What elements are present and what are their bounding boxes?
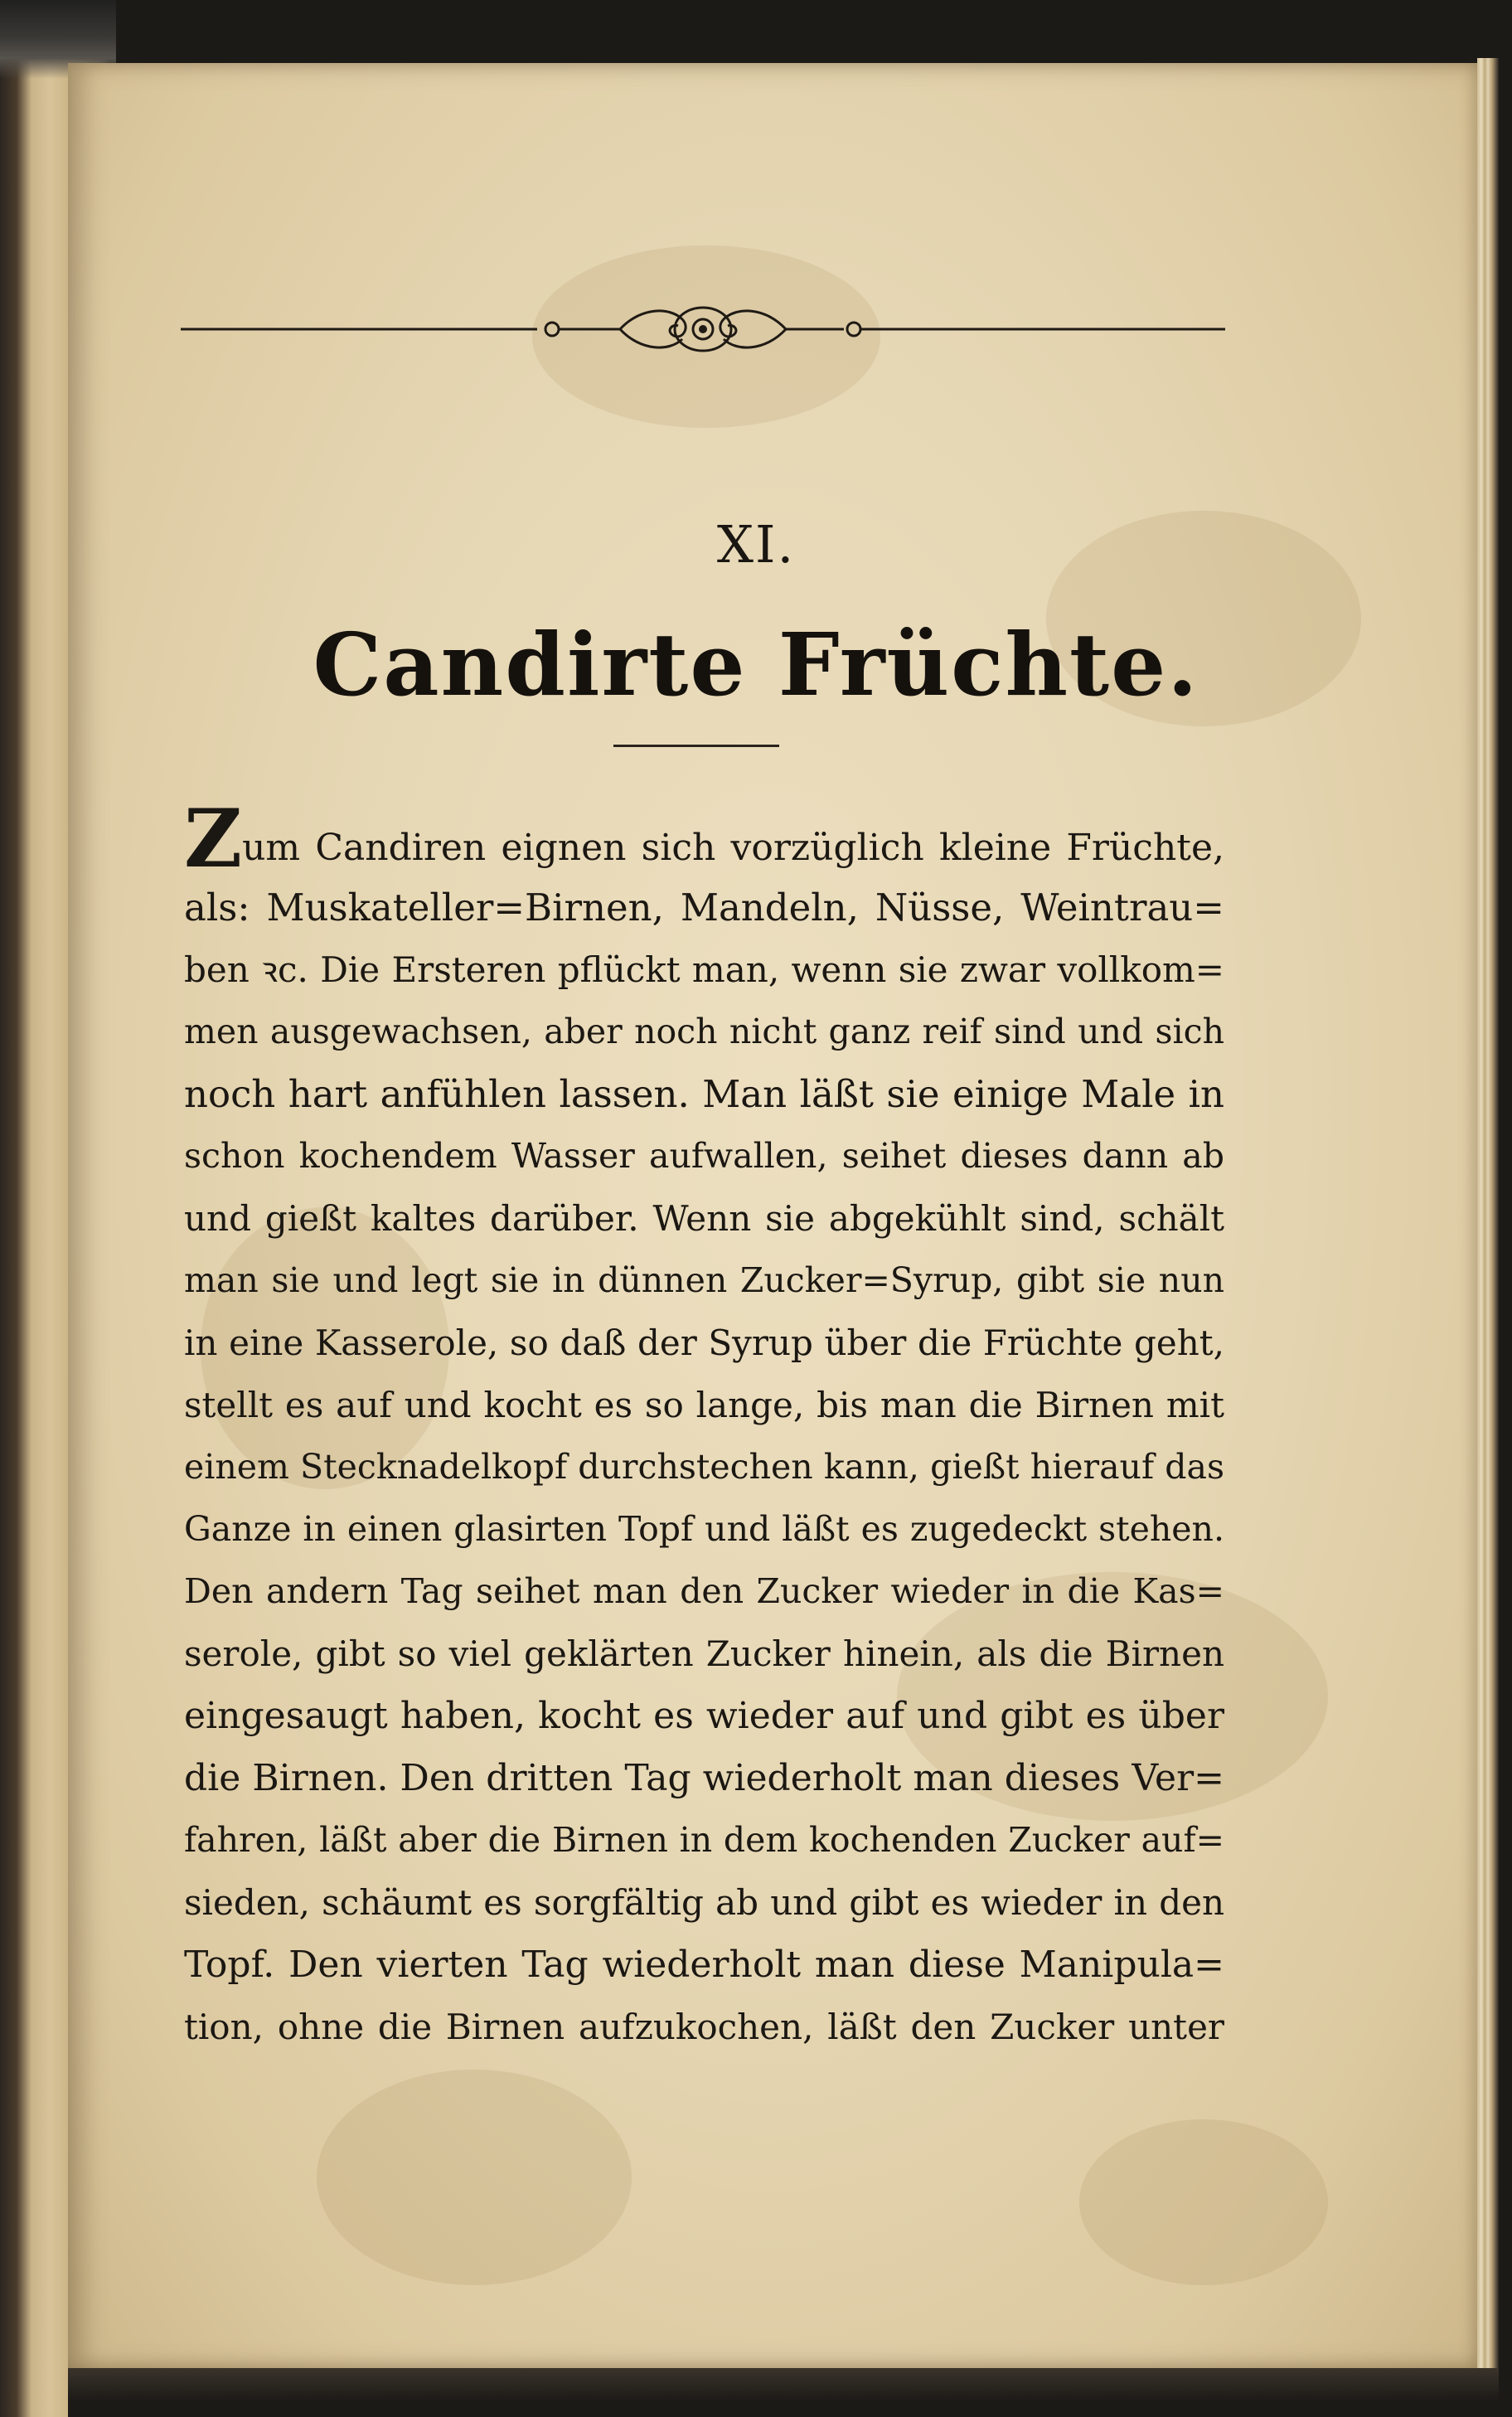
text-line: man sie und legt sie in dünnen Zucker=Syrup, gibt sie nun xyxy=(184,1260,1224,1300)
text-line: die Birnen. Den dritten Tag wiederholt man dieses Ver= xyxy=(184,1757,1224,1799)
text-line: stellt es auf und kocht es so lange, bis man die Birnen mit xyxy=(184,1385,1224,1425)
initial-letter: Z xyxy=(184,792,243,886)
text-line: einem Stecknadelkopf durchstechen kann, gießt hierauf das xyxy=(184,1447,1224,1487)
text-line: serole, gibt so viel geklärten Zucker hinein, als die Birnen xyxy=(184,1633,1224,1674)
text-line: Den andern Tag seihet man den Zucker wieder in die Kas= xyxy=(184,1571,1224,1611)
text-line: men ausgewachsen, aber noch nicht ganz reif sind und sich xyxy=(184,1012,1224,1051)
text-line: fahren, läßt aber die Birnen in dem kochenden Zucker auf= xyxy=(184,1820,1224,1860)
body-text xyxy=(184,792,1224,2058)
book-bottom-edge xyxy=(68,2368,1499,2417)
text-line: tion, ohne die Birnen aufzukochen, läßt den Zucker unter xyxy=(184,2007,1224,2047)
text-line: Zum Candiren eignen sich vorzüglich kleine Früchte, xyxy=(184,792,1224,886)
text-line: in eine Kasserole, so daß der Syrup über die Früchte geht, xyxy=(184,1323,1224,1363)
chapter-title: Candirte Früchte. xyxy=(313,614,1199,716)
text-line: eingesaugt haben, kocht es wieder auf und gibt es über xyxy=(184,1695,1224,1737)
ornament-divider xyxy=(181,294,1225,361)
text-line: als: Muskateller=Birnen, Mandeln, Nüsse, Weintrau= xyxy=(184,886,1224,929)
text-line: Topf. Den vierten Tag wiederholt man diese Manipula= xyxy=(184,1944,1224,1986)
text-line: sieden, schäumt es sorgfältig ab und gibt es wieder in den xyxy=(184,1882,1224,1923)
text-line: Ganze in einen glasirten Topf und läßt es zugedeckt stehen. xyxy=(184,1509,1224,1549)
text-line: schon kochendem Wasser aufwallen, seihet dieses dann ab xyxy=(184,1136,1224,1176)
text-line: ben ꝛc. Die Ersteren pflückt man, wenn sie zwar vollkom= xyxy=(184,949,1224,990)
title-rule xyxy=(613,745,779,747)
page-edge xyxy=(1477,58,1499,2371)
text-line: noch hart anfühlen lassen. Man läßt sie einige Male in xyxy=(184,1072,1224,1116)
text-line: und gießt kaltes darüber. Wenn sie abgekühlt sind, schält xyxy=(184,1198,1224,1239)
chapter-number: XI. xyxy=(716,514,796,575)
